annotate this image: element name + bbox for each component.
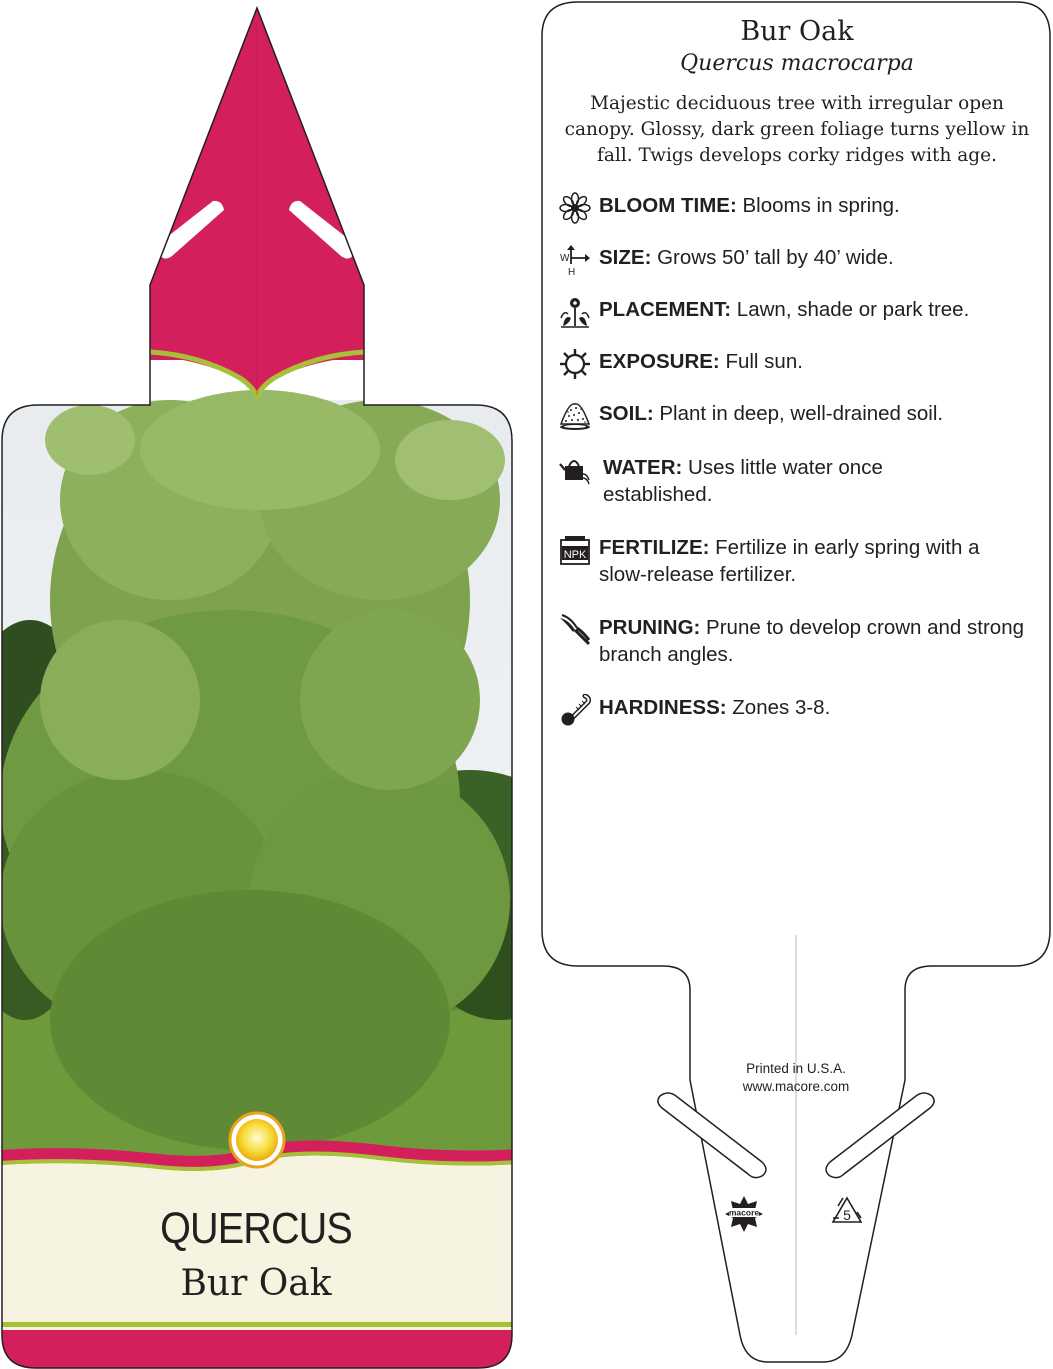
care-label: SIZE: bbox=[599, 246, 652, 269]
care-text: Grows 50’ tall by 40’ wide. bbox=[651, 246, 894, 269]
sun-icon bbox=[559, 348, 591, 380]
care-text: Full sun. bbox=[719, 350, 803, 373]
plant-description: Majestic deciduous tree with irregular open canopy. Glossy, dark green foliage turns yellow in fall. Twigs develops corky ridges with age. bbox=[564, 93, 1030, 166]
care-label: EXPOSURE: bbox=[599, 350, 720, 373]
care-text: Uses little water once established. bbox=[603, 456, 883, 506]
website: www.macore.com bbox=[742, 1079, 850, 1094]
care-label: FERTILIZE: bbox=[599, 536, 710, 559]
care-text: Lawn, shade or park tree. bbox=[731, 298, 970, 321]
front-genus: QUERCUS bbox=[160, 1204, 352, 1253]
pruners-icon bbox=[559, 614, 591, 646]
soil-pile-icon bbox=[559, 400, 591, 432]
printed-info bbox=[711, 1060, 881, 1096]
thermometer-icon bbox=[559, 694, 591, 726]
care-label: SOIL: bbox=[599, 402, 654, 425]
care-label: WATER: bbox=[603, 456, 683, 479]
care-text: Blooms in spring. bbox=[736, 194, 900, 217]
npk-fertilizer-icon bbox=[559, 534, 591, 566]
care-label: HARDINESS: bbox=[599, 696, 727, 719]
care-label: PLACEMENT: bbox=[599, 298, 732, 321]
height-label: H bbox=[568, 267, 576, 276]
macore-logo-text: macore bbox=[728, 1207, 760, 1218]
care-label: BLOOM TIME: bbox=[599, 194, 737, 217]
care-text: Prune to develop crown and strong branch angles. bbox=[599, 616, 1025, 666]
care-label: PRUNING: bbox=[599, 616, 701, 639]
back-content bbox=[541, 0, 1053, 1369]
plant-common-name: Bur Oak bbox=[740, 16, 854, 47]
care-text: Fertilize in early spring with a slow-release fertilizer. bbox=[599, 536, 980, 586]
placement-plants-icon bbox=[559, 296, 591, 328]
flower-icon bbox=[559, 192, 591, 224]
front-common-name: Bur Oak bbox=[180, 1263, 332, 1304]
plant-latin-name: Quercus macrocarpa bbox=[680, 51, 914, 76]
care-text: Plant in deep, well-drained soil. bbox=[653, 402, 944, 425]
width-label: W bbox=[560, 253, 570, 264]
recycle-code-text: 5 bbox=[843, 1207, 851, 1223]
size-arrows-icon bbox=[559, 244, 591, 276]
npk-label: NPK bbox=[563, 549, 587, 561]
watering-can-icon bbox=[559, 454, 591, 486]
printed-in-usa: Printed in U.S.A. bbox=[746, 1061, 846, 1076]
care-text: Zones 3-8. bbox=[726, 696, 831, 719]
